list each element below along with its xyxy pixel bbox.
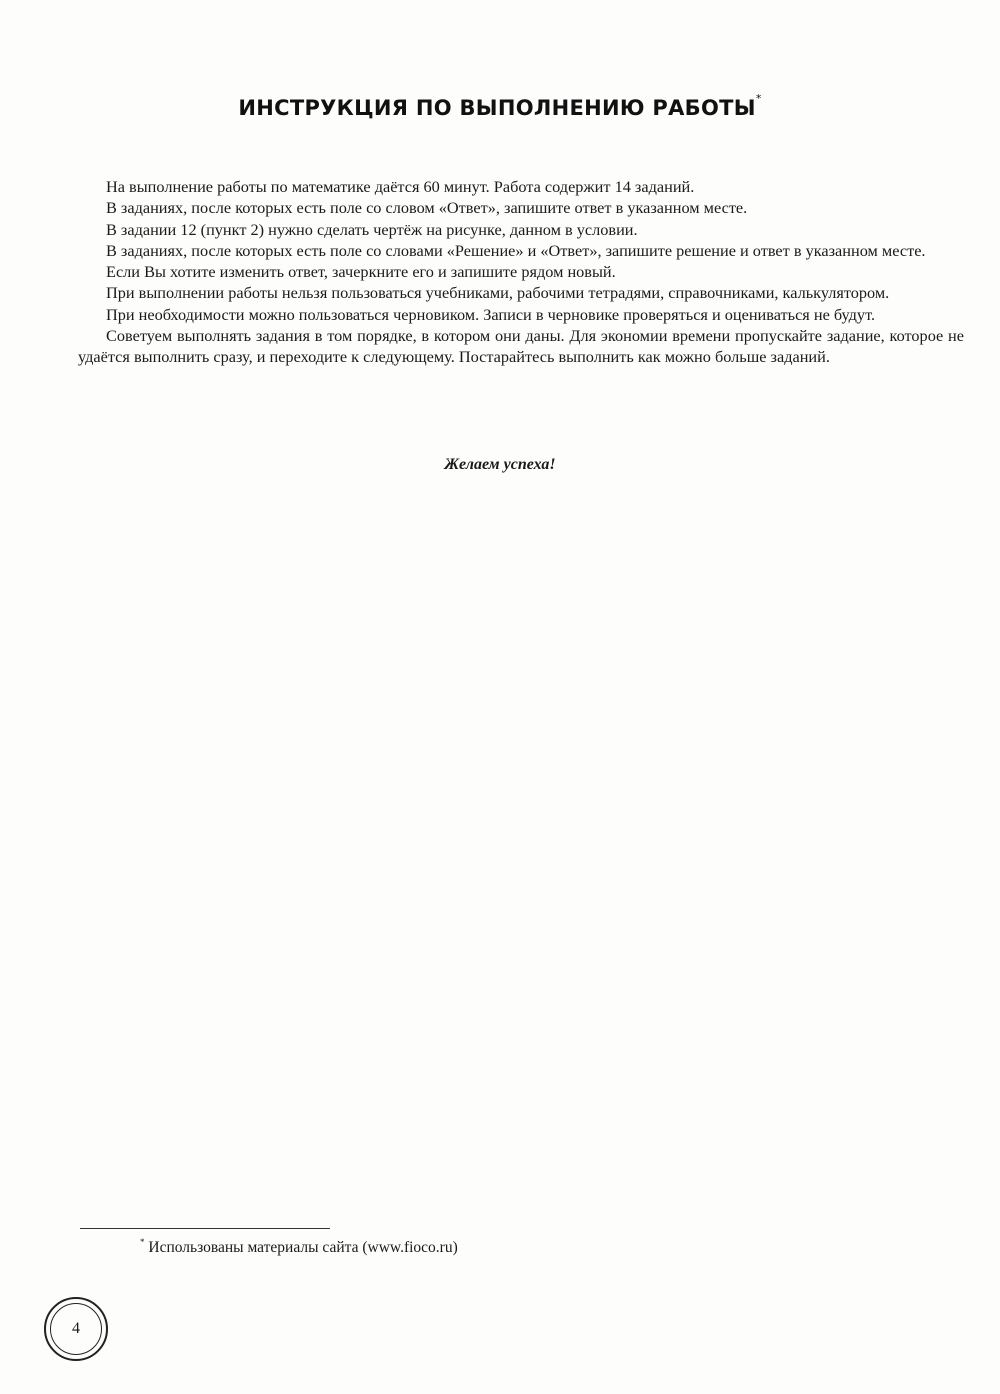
paragraph-forbidden-aids: При выполнении работы нельзя пользоваться учебниками, рабочими тетрадями, справочниками, калькулятором. (106, 283, 890, 303)
heading-text: ИНСТРУКЦИЯ ПО ВЫПОЛНЕНИЮ РАБОТЫ (238, 96, 756, 120)
closing-wish: Желаем успеха! (444, 456, 556, 473)
instructions-body (78, 176, 964, 368)
paragraph-answer-field: В заданиях, после которых есть поле со словом «Ответ», запишите ответ в указанном месте. (106, 198, 748, 218)
paragraph-draft: При необходимости можно пользоваться черновиком. Записи в черновике проверяться и оцениваться не будут. (106, 304, 876, 324)
paragraph-time-limit: На выполнение работы по математике даётся 60 минут. Работа содержит 14 заданий. (106, 177, 695, 196)
page-number-badge (44, 1297, 108, 1361)
paragraph-drawing: В задании 12 (пункт 2) нужно сделать чертёж на рисунке, данном в условии. (106, 219, 638, 239)
footnote-divider (80, 1228, 330, 1229)
footnote-text: Использованы материалы сайта (www.fioco.ru) (148, 1239, 458, 1256)
page-number: 4 (50, 1303, 102, 1355)
heading-footnote-marker: * (755, 92, 762, 105)
paragraph-change-answer: Если Вы хотите изменить ответ, зачеркните его и запишите рядом новый. (106, 262, 616, 282)
footnote-marker: * (140, 1237, 145, 1247)
paragraph-solution-field: В заданиях, после которых есть поле со словами «Решение» и «Ответ», запишите решение и ответ в указанном месте. (106, 240, 926, 260)
page-title (0, 92, 1000, 120)
footnote (140, 1239, 458, 1257)
paragraph-advice: Советуем выполнять задания в том порядке, в котором они даны. Для экономии времени пропускайте задание, которое не удаётся выполнить сразу, и переходите к следующему. Постарайтесь выполнить как можно больше заданий. (78, 326, 964, 367)
